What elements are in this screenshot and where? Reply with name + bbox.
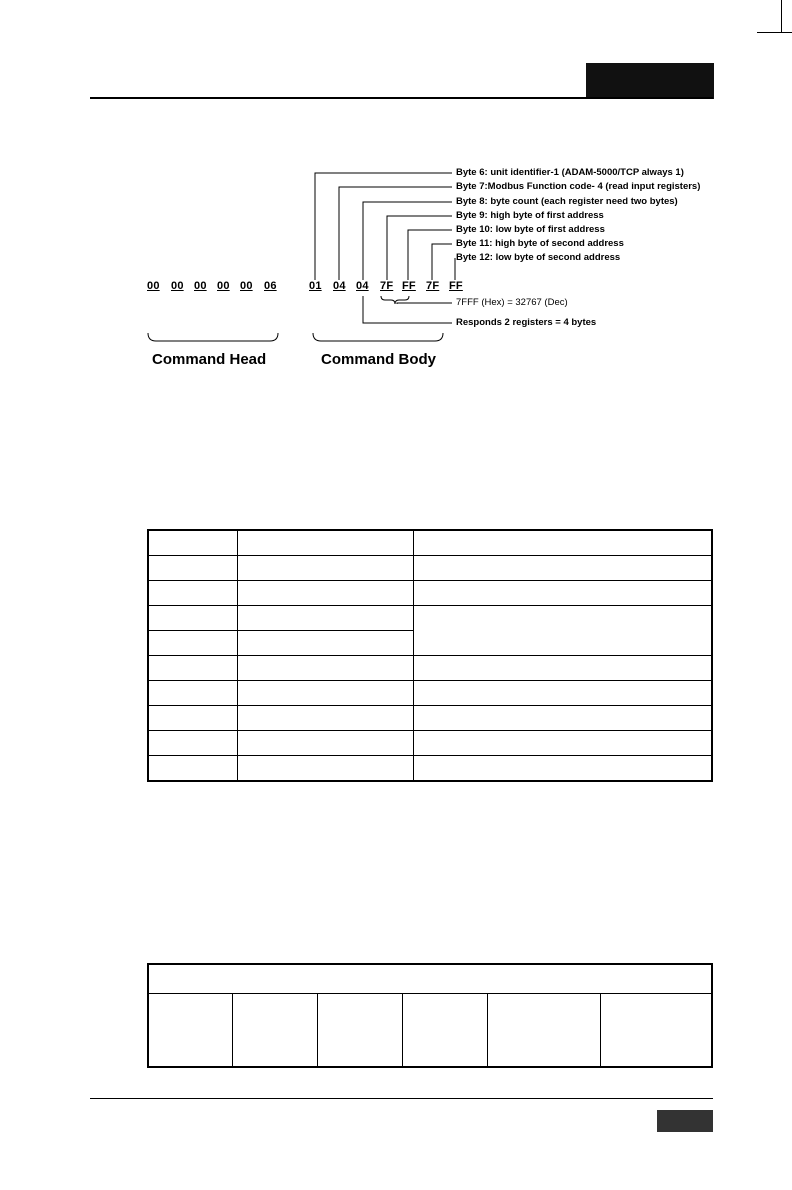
table-row (148, 530, 712, 556)
value-note: 7FFF (Hex) = 32767 (Dec) (456, 297, 568, 308)
leader-byte11 (432, 244, 452, 280)
body-byte-2: 04 (333, 280, 346, 292)
table-row (148, 756, 712, 782)
leader-byte7 (339, 187, 452, 280)
response-byte-table (147, 529, 713, 782)
frame-layout-table (147, 963, 713, 1068)
head-byte-1: 00 (147, 280, 160, 292)
annotation-byte6: Byte 6: unit identifier-1 (ADAM-5000/TCP always 1) (456, 167, 684, 178)
modbus-response-diagram (0, 0, 792, 400)
footer-rule (90, 1098, 713, 1099)
command-head-brace (148, 333, 278, 341)
annotation-byte9: Byte 9: high byte of first address (456, 210, 604, 221)
table-row (148, 606, 712, 631)
body-byte-3: 04 (356, 280, 369, 292)
head-byte-2: 00 (171, 280, 184, 292)
annotation-byte11: Byte 11: high byte of second address (456, 238, 624, 249)
table-row (148, 681, 712, 706)
leader-value-note (397, 303, 452, 304)
head-byte-6: 06 (264, 280, 277, 292)
body-byte-4: 7F (380, 280, 394, 292)
body-byte-6: 7F (426, 280, 440, 292)
body-byte-1: 01 (309, 280, 322, 292)
leader-byte9 (387, 216, 452, 280)
table-row (148, 581, 712, 606)
table-row (148, 556, 712, 581)
command-body-label: Command Body (321, 351, 437, 368)
command-head-label: Command Head (152, 351, 267, 368)
table-row (148, 994, 712, 1068)
leader-byte6 (315, 173, 452, 280)
annotation-byte10: Byte 10: low byte of first address (456, 224, 605, 235)
head-byte-5: 00 (240, 280, 253, 292)
head-byte-3: 00 (194, 280, 207, 292)
responds-note: Responds 2 registers = 4 bytes (456, 317, 597, 328)
footer-tab (657, 1110, 713, 1132)
table-row (148, 706, 712, 731)
leader-byte10 (408, 230, 452, 280)
body-byte-5: FF (402, 280, 416, 292)
annotation-byte8: Byte 8: byte count (each register need two bytes) (456, 196, 678, 207)
table-row (148, 964, 712, 994)
command-body-brace (313, 333, 443, 341)
table-row (148, 656, 712, 681)
body-byte-7: FF (449, 280, 463, 292)
annotation-byte7: Byte 7:Modbus Function code- 4 (read input registers) (456, 181, 701, 192)
table-row (148, 731, 712, 756)
leader-responds (363, 296, 452, 323)
head-byte-4: 00 (217, 280, 230, 292)
annotation-byte12: Byte 12: low byte of second address (456, 252, 621, 263)
